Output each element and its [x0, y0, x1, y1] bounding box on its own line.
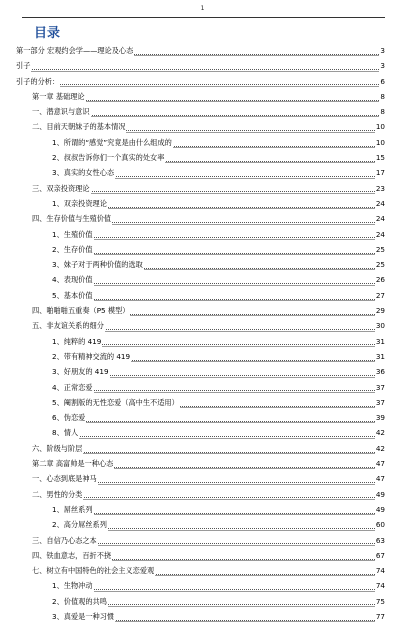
toc-entry-label: 1、屌丝系列 — [52, 502, 94, 517]
toc-entry-label: 4、表现价值 — [52, 272, 94, 287]
toc-entry-underline — [32, 499, 385, 500]
toc-entry-page: 17 — [375, 165, 385, 180]
toc-entry-page: 47 — [375, 456, 385, 471]
toc-entry-underline — [52, 254, 385, 255]
toc-entry[interactable] — [0, 334, 405, 349]
toc-entry-page: 8 — [379, 104, 385, 119]
toc-entry-label: 2、高分屌丝系列 — [52, 517, 108, 532]
toc-dot-leader — [52, 513, 383, 514]
toc-entry-label: 五、非友谊关系的细分 — [32, 318, 105, 333]
toc-entry[interactable] — [0, 533, 405, 548]
toc-entry-page: 39 — [375, 410, 385, 425]
toc-entry-label: 二、目前天朝妹子的基本情况 — [32, 119, 126, 134]
toc-entry-label: 引子 — [16, 58, 31, 73]
toc-entry[interactable] — [0, 609, 405, 624]
toc-entry-label: 3、真爱是一种习惯 — [52, 609, 115, 624]
toc-entry-page: 3 — [379, 43, 385, 58]
toc-entry-page: 49 — [375, 487, 385, 502]
toc-entry-label: 二、男性的分类 — [32, 487, 83, 502]
toc-entry[interactable] — [0, 242, 405, 257]
toc-entry-label: 3、好朋友的 419 — [52, 364, 110, 379]
toc-entry[interactable] — [0, 318, 405, 333]
toc-entry-underline — [52, 514, 385, 515]
toc-entry-label: 四、生存价值与生殖价值 — [32, 211, 112, 226]
toc-entry-label: 1、生物冲动 — [52, 578, 94, 593]
toc-entry-page: 24 — [375, 211, 385, 226]
toc-entry-label: 第一部分 宏观约会学——理论及心态 — [16, 43, 134, 58]
toc-entry[interactable] — [0, 211, 405, 226]
toc-entry-underline — [52, 300, 385, 301]
toc-dot-leader — [52, 253, 383, 254]
toc-entry[interactable] — [0, 303, 405, 318]
toc-entry[interactable] — [0, 119, 405, 134]
toc-entry[interactable] — [0, 257, 405, 272]
toc-entry-page: 63 — [375, 533, 385, 548]
toc-entry[interactable] — [0, 578, 405, 593]
toc-entry-underline — [16, 86, 385, 87]
toc-entry-label: 5、基本价值 — [52, 288, 94, 303]
toc-entry[interactable] — [0, 272, 405, 287]
toc-entry-label: 5、阉割版的无性恋爱（高中生不适用） — [52, 395, 180, 410]
toc-entry-page: 15 — [375, 150, 385, 165]
toc-list — [0, 43, 405, 624]
toc-entry[interactable] — [0, 89, 405, 104]
toc-entry-page: 30 — [375, 318, 385, 333]
toc-entry[interactable] — [0, 364, 405, 379]
toc-entry-page: 26 — [375, 272, 385, 287]
toc-entry-label: 一、心态到底是神马 — [32, 471, 98, 486]
toc-entry-label: 七、树立有中国特色的社会主义恋爱观 — [32, 563, 155, 578]
page-number: 1 — [200, 5, 205, 12]
toc-entry-page: 67 — [375, 548, 385, 563]
toc-entry-page: 27 — [375, 288, 385, 303]
toc-entry[interactable] — [0, 135, 405, 150]
toc-entry-page: 75 — [375, 594, 385, 609]
toc-entry-page: 77 — [375, 609, 385, 624]
toc-dot-leader — [52, 390, 383, 391]
toc-entry-label: 1、所谓的“感觉”究竟是由什么组成的 — [52, 135, 173, 150]
toc-entry[interactable] — [0, 487, 405, 502]
toc-entry-label: 三、双亲投资理论 — [32, 181, 91, 196]
toc-entry[interactable] — [0, 288, 405, 303]
toc-entry-page: 29 — [375, 303, 385, 318]
toc-entry[interactable] — [0, 425, 405, 440]
toc-entry-label: 四、铁血意志，百折不挠 — [32, 548, 112, 563]
toc-entry-underline — [52, 392, 385, 393]
toc-entry-label: 2、价值观的共鸣 — [52, 594, 108, 609]
toc-dot-leader — [52, 436, 383, 437]
toc-entry-page: 23 — [375, 181, 385, 196]
toc-entry-page: 36 — [375, 364, 385, 379]
toc-dot-leader — [32, 452, 383, 453]
toc-entry-underline — [52, 438, 385, 439]
toc-entry[interactable] — [0, 410, 405, 425]
toc-entry-page: 31 — [375, 334, 385, 349]
toc-entry-page: 10 — [375, 135, 385, 150]
toc-entry-page: 24 — [375, 196, 385, 211]
toc-entry-page: 10 — [375, 119, 385, 134]
toc-entry-underline — [16, 71, 385, 72]
toc-entry-page: 74 — [375, 578, 385, 593]
toc-entry[interactable] — [0, 380, 405, 395]
toc-entry[interactable] — [0, 471, 405, 486]
toc-entry[interactable] — [0, 181, 405, 196]
header-rule — [22, 17, 385, 18]
toc-entry[interactable] — [0, 196, 405, 211]
toc-entry-page: 37 — [375, 395, 385, 410]
toc-entry-label: 3、妹子对于两种价值的选取 — [52, 257, 144, 272]
toc-entry[interactable] — [0, 517, 405, 532]
toc-entry[interactable] — [0, 349, 405, 364]
toc-entry[interactable] — [0, 594, 405, 609]
toc-entry[interactable] — [0, 104, 405, 119]
toc-dot-leader — [52, 421, 383, 422]
toc-entry-label: 四、啪啪啪五重奏（P5 模型） — [32, 303, 130, 318]
toc-entry-page: 60 — [375, 517, 385, 532]
toc-entry-page: 74 — [375, 563, 385, 578]
toc-dot-leader — [16, 84, 383, 85]
toc-entry-page: 42 — [375, 425, 385, 440]
toc-entry-page: 25 — [375, 257, 385, 272]
toc-entry[interactable] — [0, 43, 405, 58]
toc-entry-page: 6 — [379, 74, 385, 89]
toc-entry-page: 47 — [375, 471, 385, 486]
toc-entry-page: 25 — [375, 242, 385, 257]
toc-entry-label: 8、情人 — [52, 425, 79, 440]
toc-entry-underline — [52, 422, 385, 423]
toc-entry[interactable] — [0, 502, 405, 517]
toc-entry-label: 2、带有精神交流的 419 — [52, 349, 131, 364]
toc-entry-label: 六、阶级与阶层 — [32, 441, 83, 456]
toc-entry-page: 49 — [375, 502, 385, 517]
toc-entry[interactable] — [0, 150, 405, 165]
toc-entry-underline — [52, 285, 385, 286]
toc-entry-label: 1、生殖价值 — [52, 227, 94, 242]
toc-entry-page: 31 — [375, 349, 385, 364]
toc-entry-label: 6、伪恋爱 — [52, 410, 86, 425]
toc-entry-page: 24 — [375, 227, 385, 242]
toc-dot-leader — [52, 283, 383, 284]
toc-dot-leader — [32, 497, 383, 498]
toc-entry[interactable] — [0, 165, 405, 180]
toc-entry-label: 1、纯粹的 419 — [52, 334, 102, 349]
toc-entry-label: 2、生存价值 — [52, 242, 94, 257]
toc-entry-label: 2、叔叔告诉你们一个真实的处女率 — [52, 150, 165, 165]
toc-dot-leader — [52, 589, 383, 590]
toc-entry-page: 37 — [375, 380, 385, 395]
toc-entry-page: 42 — [375, 441, 385, 456]
toc-entry-page: 8 — [379, 89, 385, 104]
toc-entry-page: 3 — [379, 58, 385, 73]
toc-entry-label: 第二章 高富帅是一种心态 — [32, 456, 114, 471]
toc-entry-underline — [32, 453, 385, 454]
toc-dot-leader — [52, 299, 383, 300]
toc-entry[interactable] — [0, 441, 405, 456]
toc-entry-label: 1、双亲投资理论 — [52, 196, 108, 211]
toc-entry-label: 引子的分析： — [16, 74, 60, 89]
toc-entry[interactable] — [0, 227, 405, 242]
toc-entry[interactable] — [0, 74, 405, 89]
toc-entry-label: 一、潜意识与意识 — [32, 104, 91, 119]
toc-entry[interactable] — [0, 456, 405, 471]
toc-entry[interactable] — [0, 58, 405, 73]
toc-title: 目录 — [34, 26, 61, 41]
toc-entry-label: 第一章 基础理论 — [32, 89, 86, 104]
toc-entry-label: 三、自信乃心态之本 — [32, 533, 98, 548]
toc-entry[interactable] — [0, 563, 405, 578]
toc-dot-leader — [16, 69, 383, 70]
toc-entry[interactable] — [0, 548, 405, 563]
toc-entry-label: 4、正常恋爱 — [52, 380, 94, 395]
toc-entry-underline — [52, 591, 385, 592]
toc-entry-underline — [52, 239, 385, 240]
toc-dot-leader — [52, 237, 383, 238]
toc-entry[interactable] — [0, 395, 405, 410]
toc-entry-label: 3、真实的女性心态 — [52, 165, 115, 180]
